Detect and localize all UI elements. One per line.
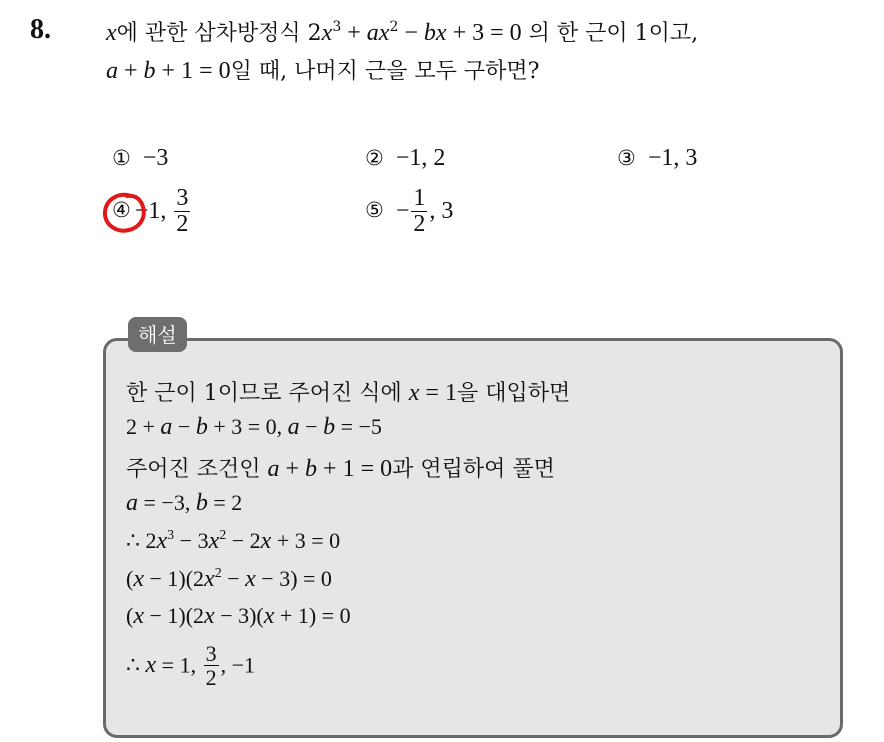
choice-marker: ⑤ (365, 198, 384, 223)
exponent: 3 (332, 19, 342, 35)
var-x: x (106, 20, 117, 46)
fraction-numerator: 3 (176, 185, 189, 211)
var-b: b (423, 20, 436, 46)
choice-3[interactable] (617, 145, 697, 172)
fraction (174, 186, 190, 237)
var-x: x (435, 20, 447, 46)
choice-5[interactable] (365, 186, 453, 237)
choice-text: −3 (142, 145, 169, 171)
var-b: b (143, 58, 156, 84)
solution-line: a = −3, b = 2 (126, 490, 243, 516)
solution-line: 2 + a − b + 3 = 0, a − b = −5 (126, 414, 382, 440)
fraction: $\frac{3}{2}$ (205, 641, 217, 691)
choice-text: , 3 (429, 198, 454, 225)
op: + (341, 20, 367, 46)
choice-marker: ④ (112, 198, 131, 223)
equation-tail: + 1 = 0 (155, 58, 231, 84)
question-line-1 (106, 16, 698, 47)
var-x: x (408, 380, 420, 406)
q1-text-b: 의 한 근이 1이고, (521, 21, 699, 46)
choice-text: −1, (134, 198, 167, 225)
choice-marker: ① (112, 146, 131, 170)
equation-tail: + 3 = 0 (446, 20, 522, 46)
choice-marker: ② (365, 146, 384, 170)
exponent: 2 (389, 19, 399, 35)
q1-text-a: 에 관한 삼차방정식 2 (116, 21, 322, 46)
solution-line: ∴ $2x^3 - 3x^2 - 2x + 3 = 0$ (126, 528, 341, 554)
fraction (411, 186, 427, 237)
choice-text: − (395, 198, 410, 225)
question-line-2 (106, 54, 539, 85)
solution-line: ∴ x = 1, $\frac{3}{2}$ , −1 (126, 641, 255, 691)
q2-text: 일 때, 나머지 근을 모두 구하면? (230, 59, 540, 84)
solution-line: 한 근이 1이므로 주어진 식에 x = 1을 대입하면 (126, 380, 571, 406)
choice-2[interactable] (365, 145, 445, 172)
question-number: 8. (30, 14, 51, 45)
choice-text: −1, 2 (395, 145, 446, 171)
solution-line: (x − 1)(2x − 3)(x + 1) = 0 (126, 603, 351, 629)
op: − (398, 20, 424, 46)
fraction-denominator: 2 (176, 211, 189, 238)
op: + (118, 58, 144, 84)
solution-label: 해설 (128, 317, 187, 352)
fraction-denominator: 2 (413, 211, 426, 238)
solution-line: 주어진 조건인 a + b + 1 = 0과 연립하여 풀면 (126, 456, 555, 482)
answer-circle-mark (101, 190, 151, 236)
choice-1[interactable] (112, 145, 168, 172)
var-x: x (378, 20, 390, 46)
var-x: x (321, 20, 333, 46)
var-a: a (366, 20, 379, 46)
solution-line: $(x - 1)(2x^2 - x - 3) = 0$ (126, 566, 332, 592)
fraction-numerator: 1 (413, 185, 426, 211)
choice-marker: ③ (617, 146, 636, 170)
choice-text: −1, 3 (647, 145, 698, 171)
var-a: a (106, 58, 118, 84)
